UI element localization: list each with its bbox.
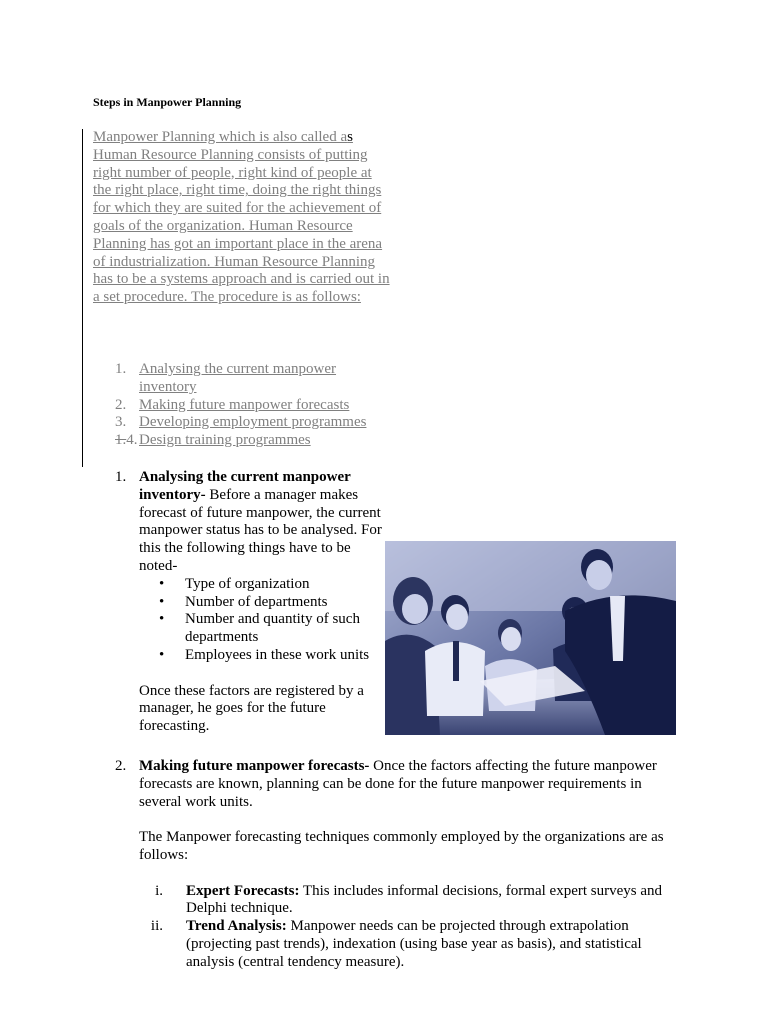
technique-number: ii. bbox=[150, 918, 163, 935]
bullet-item: • Number and quantity of such departments bbox=[139, 611, 385, 647]
revised-step-item bbox=[93, 361, 393, 397]
bullet-item: • Type of organization bbox=[139, 576, 385, 594]
section-number: 2. bbox=[115, 758, 127, 774]
revised-step-text: Analysing the current manpower inventory bbox=[139, 361, 337, 395]
section-heading: Analysing the current manpower inventory- bbox=[139, 469, 351, 503]
revised-step-list bbox=[93, 361, 393, 450]
revised-step-number: 3. bbox=[115, 414, 127, 431]
technique-number: i. bbox=[155, 882, 163, 899]
technique-text: This includes informal decisions, formal expert surveys and Delphi technique. bbox=[186, 882, 662, 917]
technique-text: Manpower needs can be projected through extrapolation (projecting past trends), indexation (using base year as basis), and statistical analysis (central tendency measure). bbox=[186, 918, 642, 970]
section-paragraph bbox=[139, 758, 685, 811]
revised-intro-part-b: Human Resource Planning consists of putting right number of people, right kind of people at the right place, right time, doing the right things for which they are suited for the achievement of goals of the organization. Human Resource Planning has got an important place in the arena of industrialization. Human Resource Planning has to be a systems approach and is carried out in a set procedure. The procedure is as follows: bbox=[93, 146, 390, 306]
section-number: 1. bbox=[115, 469, 127, 485]
techniques-list bbox=[139, 883, 685, 972]
technique-label: Trend Analysis: bbox=[186, 918, 287, 935]
technique-label: Expert Forecasts: bbox=[186, 882, 300, 899]
technique-item bbox=[139, 883, 685, 919]
section-text: Once the factors affecting the future manpower forecasts are known, planning can be done for the future manpower requirements in several work units. bbox=[139, 758, 657, 810]
revised-step-text: Making future manpower forecasts bbox=[139, 396, 350, 413]
section-text: Before a manager makes forecast of future manpower, the current manpower status has to be analysed. For this the following things have to be noted- bbox=[139, 486, 382, 574]
techniques-intro: The Manpower forecasting techniques commonly employed by the organizations are as follows: bbox=[139, 829, 664, 863]
bullet-item: • Employees in these work units bbox=[139, 647, 385, 665]
revised-step-item bbox=[93, 397, 393, 415]
deleted-step-number: 1. bbox=[115, 432, 127, 449]
revised-step-number: 1. bbox=[115, 361, 127, 377]
revised-step-text: Design training programmes bbox=[139, 432, 311, 449]
section-paragraph bbox=[139, 469, 385, 576]
revised-step-item bbox=[93, 432, 393, 450]
revised-intro bbox=[93, 129, 393, 307]
technique-item bbox=[139, 918, 685, 971]
revision-bar bbox=[82, 129, 83, 467]
factor-bullet-list bbox=[139, 576, 385, 665]
team-meeting-photo bbox=[385, 541, 676, 735]
section-heading: Making future manpower forecasts- bbox=[139, 758, 370, 774]
revised-step-item bbox=[93, 414, 393, 432]
revised-step-number: 4. bbox=[126, 432, 138, 449]
revised-step-text: Developing employment programmes bbox=[139, 414, 367, 431]
page-title: Steps in Manpower Planning bbox=[93, 95, 242, 109]
revised-intro-part-a: Manpower Planning which is also called a bbox=[93, 129, 348, 145]
section-current-inventory bbox=[115, 469, 385, 736]
section-future-forecasts bbox=[115, 758, 685, 972]
revised-intro-inserted-s: s bbox=[347, 129, 353, 145]
closing-paragraph: Once these factors are registered by a manager, he goes for the future forecasting. bbox=[139, 682, 364, 735]
revised-step-number: 2. bbox=[115, 396, 127, 413]
bullet-item: • Number of departments bbox=[139, 594, 385, 612]
